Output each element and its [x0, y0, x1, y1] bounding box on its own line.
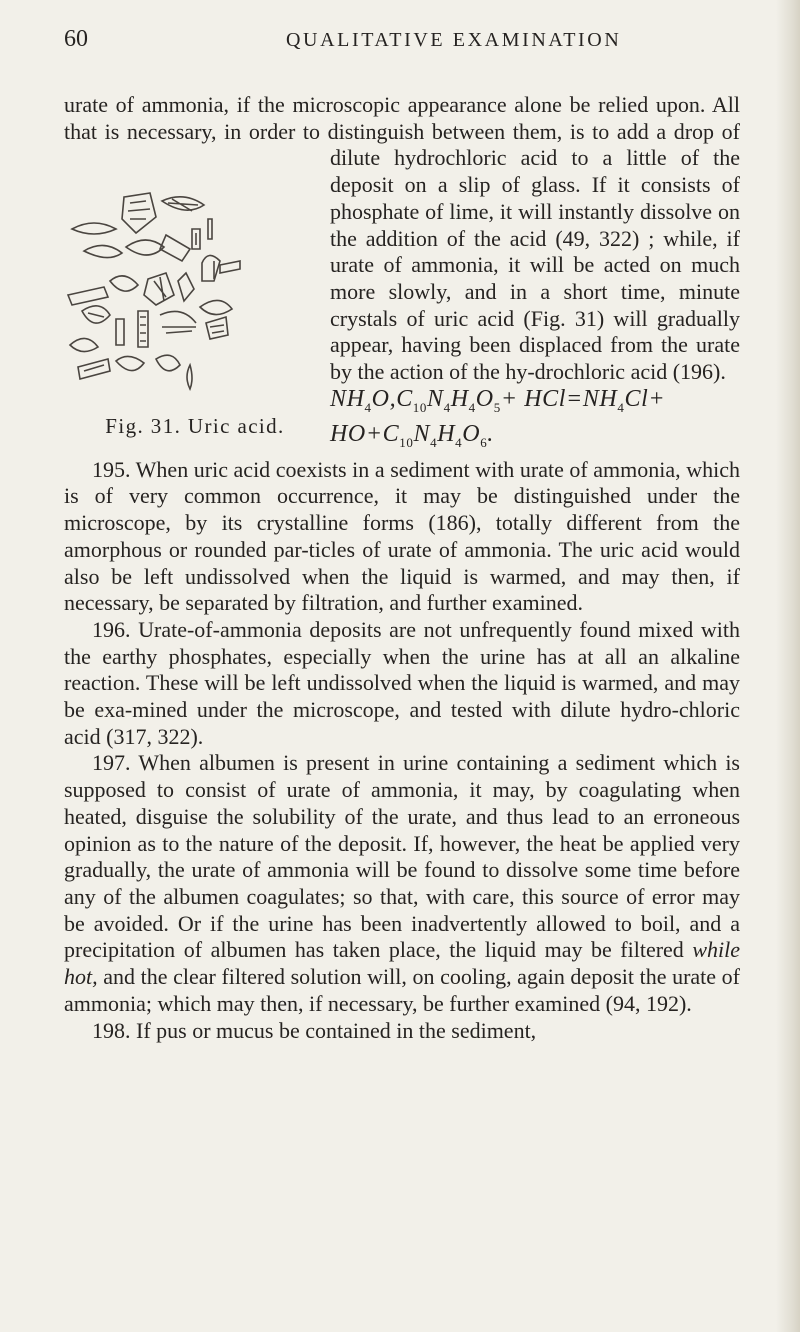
running-head: QUALITATIVE EXAMINATION: [286, 29, 622, 51]
paragraph-198: 198. If pus or mucus be contained in the sediment,: [92, 1017, 537, 1043]
chemical-equation: $NH_4O,C_{10}N_4H_4O_5+ HCl=NH_4Cl+ HO+C_{10}N_4H_4O_6$.: [330, 385, 666, 451]
figure-caption: Fig. 31. Uric acid.: [105, 414, 285, 439]
paragraph-196: 196. Urate-of-ammonia deposits are not unfrequently found mixed with the earthy phosphates, especially when the urine has at all an alkaline reaction. These will be left undissolved when the liquid is warmed, and may be exa-mined under the microscope, and tested with dilute hydro-chloric acid (317, 322).: [64, 616, 740, 749]
paragraph-197: 197. When albumen is present in urine containing a sediment which is supposed to consist of urate of ammonia, it may, by coagulating when heated, disguise the solubility of the urate, and thus lead to an erroneous opinion as to the nature of the deposit. If, however, the heat be applied very gradually, the urate of ammonia will be found to dissolve some time before any of the albumen coagulates; so that, with care, this source of error may be avoided. Or if the urine has been inadvertently allowed to boil, and a precipitation of albumen has taken place, the liquid may be filtered while hot, and the clear filtered solution will, on cooling, again deposit the urate of ammonia; which may then, if necessary, be further examined (94, 192).: [64, 750, 741, 1016]
uric-acid-crystals-illustration: [64, 189, 326, 415]
page-number: 60: [64, 26, 88, 52]
figure-31: [64, 189, 326, 445]
page-edge-shadow: [776, 0, 800, 1332]
page-header: [64, 26, 740, 56]
paragraph-195: 195. When uric acid coexists in a sediment with urate of ammonia, which is of very common occurrence, it may be distinguished under the microscope, by its crystalline forms (186), totally different from the amorphous or rounded par-ticles of urate of ammonia. The uric acid would also be left undissolved when the liquid is warmed, and may then, if necessary, be separated by filtration, and further examined.: [64, 456, 740, 616]
body-text: [64, 92, 740, 1044]
italic-phrase: while hot,: [64, 937, 740, 990]
paragraph-wrap-text: to a little of the deposit on a slip of glass. If it consists of phosphate of lime, it will instantly dissolve on the addition of the acid (49, 322) ; while, if urate of ammonia, it will be acted on much more slowly, and in a short time, minute crystals of uric acid (Fig. 31) will gradually appear, having been displaced from the urate by the action of the hy-drochloric acid (196).: [330, 145, 740, 385]
paragraph-lead-text: urate of ammonia, if the microscopic appearance alone be relied upon. All that is necessary, in order to distinguish between them, is to add a drop of dilute hydrochloric acid: [64, 92, 740, 171]
